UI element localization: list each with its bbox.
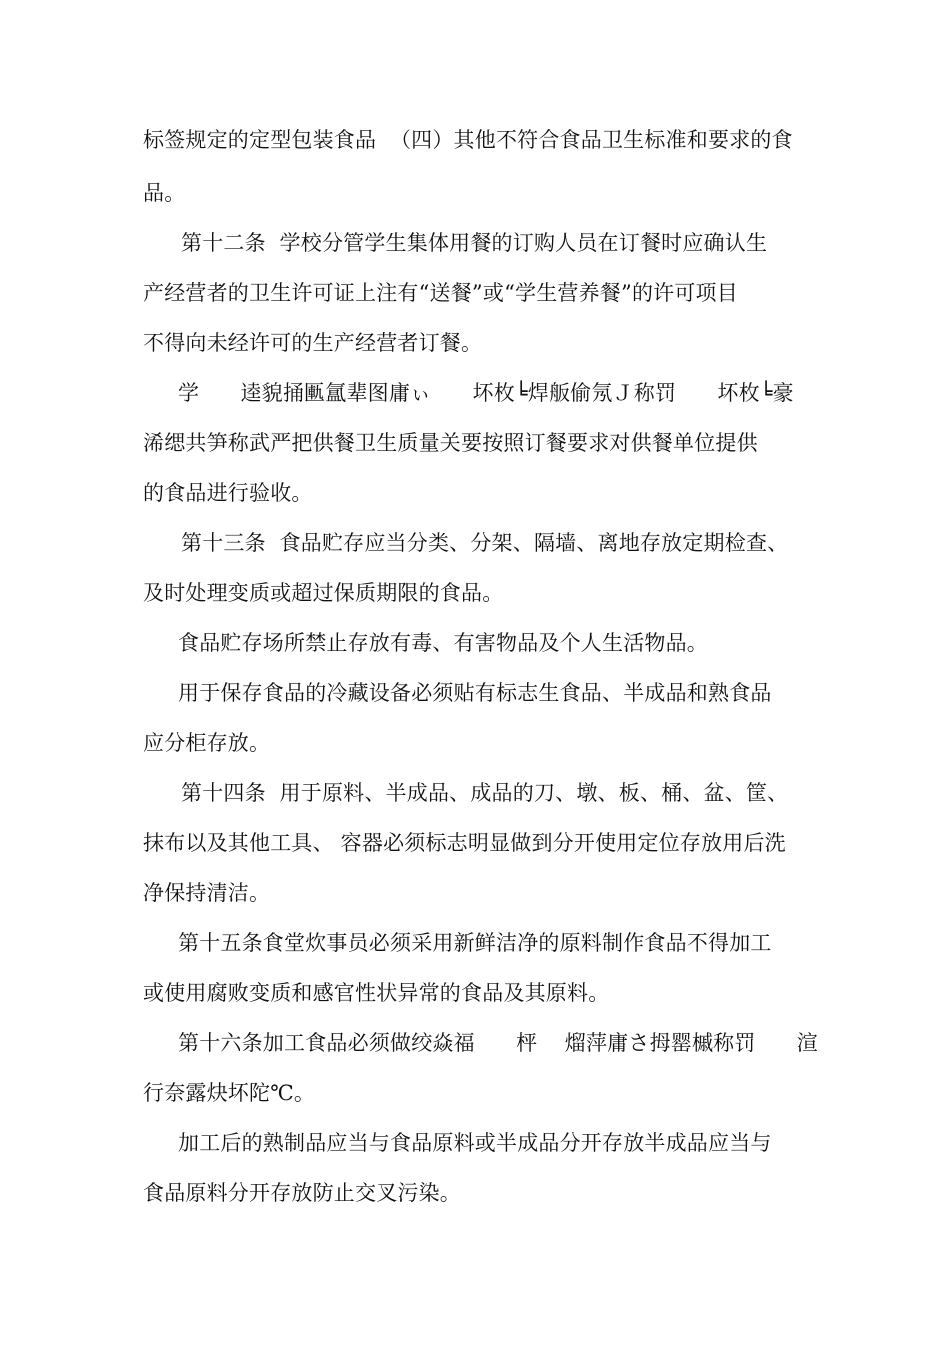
- text-line: 产经营者的卫生许可证上注有“送餐”或“学生营养餐”的许可项目: [143, 281, 738, 305]
- text-line: 标签规定的定型包装食品 （四）其他不符合食品卫生标准和要求的食: [143, 128, 793, 152]
- article-14-heading-line: 第十四条 用于原料、半成品、成品的刀、墩、板、桶、盆、筐、: [181, 781, 789, 805]
- text-line: 加工后的熟制品应当与食品原料或半成品分开存放半成品应当与: [178, 1131, 772, 1155]
- text-line: 净保持清洁。: [143, 881, 271, 905]
- text-line: 不得向未经许可的生产经营者订餐。: [143, 331, 483, 355]
- article-15-heading-line: 第十五条食堂炊事员必须采用新鲜洁净的原料制作食品不得加工: [178, 931, 772, 955]
- text-line: 的食品进行验收。: [143, 481, 313, 505]
- text-line: 食品原料分开存放防止交叉污染。: [143, 1181, 461, 1205]
- text-line: 食品贮存场所禁止存放有毒、有害物品及个人生活物品。: [178, 631, 708, 655]
- text-line: 及时处理变质或超过保质期限的食品。: [143, 581, 504, 605]
- text-line: 浠缌共笋称武严把供餐卫生质量关要按照订餐要求对供餐单位提供: [143, 431, 758, 455]
- article-13-heading-line: 第十三条 食品贮存应当分类、分架、隔墙、离地存放定期检查、: [181, 531, 789, 555]
- text-line: 用于保存食品的冷藏设备必须贴有标志生食品、半成品和熟食品: [178, 681, 772, 705]
- article-16-heading-line: 第十六条加工食品必须做绞焱福 枰 熘萍庸さ拇罂槭称罚 渲: [178, 1031, 819, 1055]
- text-line: 品。: [143, 181, 186, 205]
- text-line: 或使用腐败变质和感官性状异常的食品及其原料。: [143, 981, 610, 1005]
- text-line: 应分柜存放。: [143, 731, 271, 755]
- text-line: 行奈露炔坏陀℃。: [143, 1081, 316, 1105]
- text-line: 抹布以及其他工具、 容器必须标志明显做到分开使用定位存放用后洗: [143, 831, 786, 855]
- garbled-text-line: 学 逵貌捅匭氲辈图庸ぃ 坏枚╘焊舨偷氖Ｊ称罚 坏枚╘豪: [178, 381, 794, 405]
- article-12-heading-line: 第十二条 学校分管学生集体用餐的订购人员在订餐时应确认生: [181, 231, 768, 255]
